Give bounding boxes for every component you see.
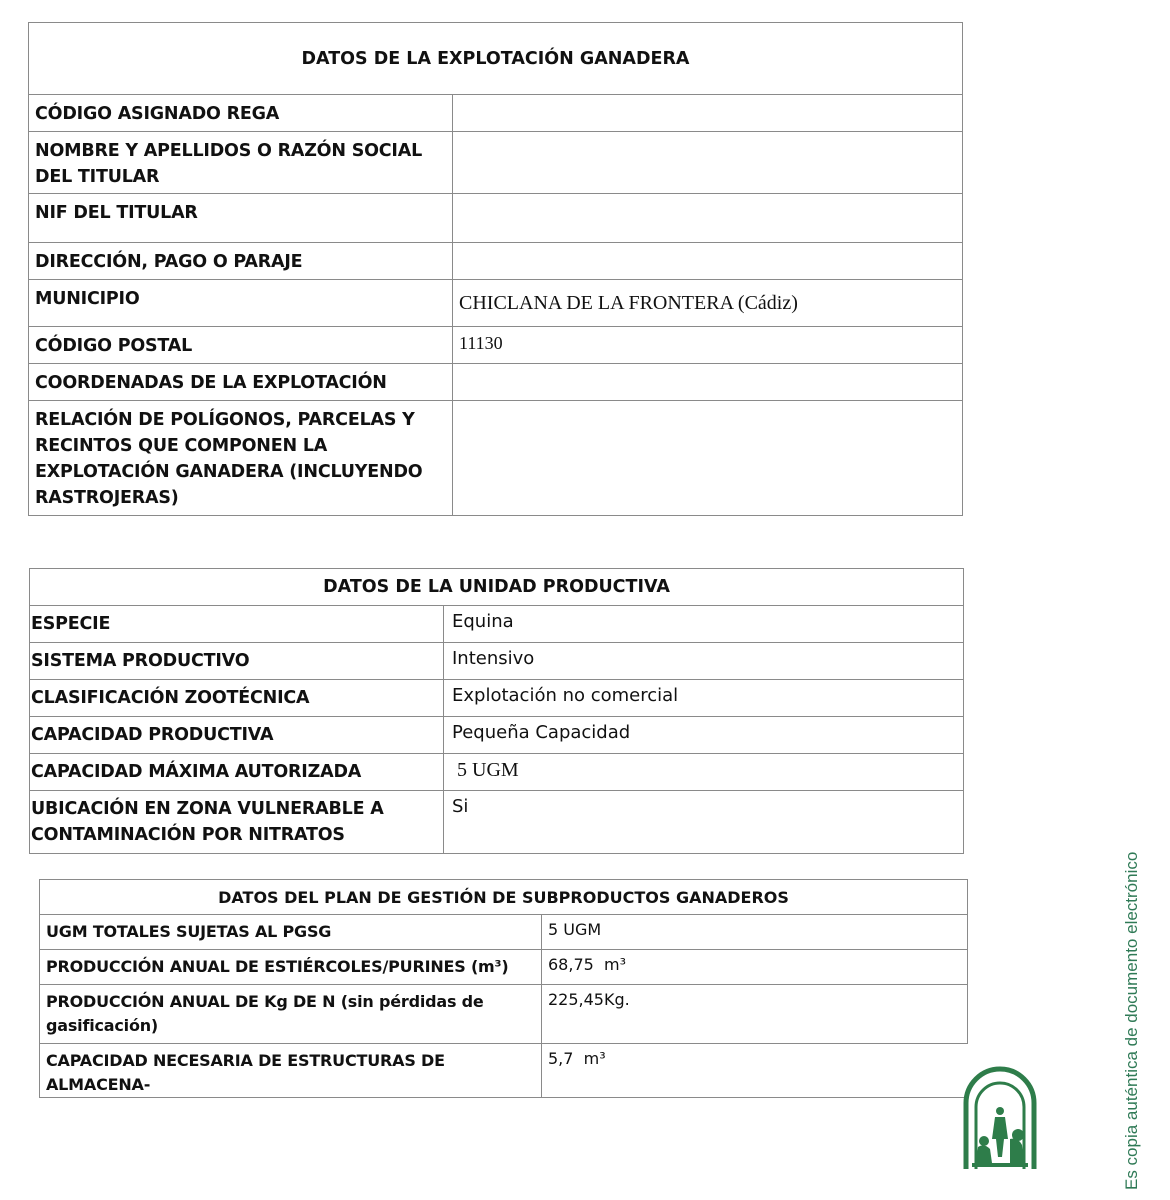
zona-vulnerable-value: Si bbox=[444, 791, 964, 854]
plan-title: DATOS DEL PLAN DE GESTIÓN DE SUBPRODUCTOS GANADEROS bbox=[40, 880, 968, 915]
titular-value bbox=[453, 132, 963, 194]
capacidad-label: CAPACIDAD PRODUCTIVA bbox=[30, 717, 444, 754]
titular-label: NOMBRE Y APELLIDOS O RAZÓN SOCIAL DEL TITULAR bbox=[29, 132, 453, 194]
plan-table bbox=[39, 879, 968, 1098]
rega-value bbox=[453, 95, 963, 132]
ugm-totales-value: 5 UGM bbox=[542, 915, 968, 950]
especie-label: ESPECIE bbox=[30, 606, 444, 643]
unidad-table bbox=[29, 568, 964, 854]
coordenadas-value bbox=[453, 364, 963, 401]
explotacion-title: DATOS DE LA EXPLOTACIÓN GANADERA bbox=[29, 23, 963, 95]
capacidad-maxima-label: CAPACIDAD MÁXIMA AUTORIZADA bbox=[30, 754, 444, 791]
poligonos-label: RELACIÓN DE POLÍGONOS, PARCELAS Y RECINTOS QUE COMPONEN LA EXPLOTACIÓN GANADERA (INCLUYENDO RASTROJERAS) bbox=[29, 401, 453, 516]
produccion-estiercoles-value: 68,75 m³ bbox=[542, 950, 968, 985]
zona-vulnerable-label: UBICACIÓN EN ZONA VULNERABLE A CONTAMINACIÓN POR NITRATOS bbox=[30, 791, 444, 854]
municipio-value: CHICLANA DE LA FRONTERA (Cádiz) bbox=[453, 280, 963, 327]
nif-label: NIF DEL TITULAR bbox=[29, 194, 453, 243]
codigo-postal-label: CÓDIGO POSTAL bbox=[29, 327, 453, 364]
unidad-title: DATOS DE LA UNIDAD PRODUCTIVA bbox=[30, 569, 964, 606]
junta-andalucia-seal-icon bbox=[962, 1063, 1038, 1171]
capacidad-maxima-value: 5 UGM bbox=[444, 754, 964, 791]
codigo-postal-value: 11130 bbox=[453, 327, 963, 364]
capacidad-value: Pequeña Capacidad bbox=[444, 717, 964, 754]
copia-autentica-text: Es copia auténtica de documento electrónico bbox=[1122, 851, 1141, 1190]
poligonos-value bbox=[453, 401, 963, 516]
produccion-n-label: PRODUCCIÓN ANUAL DE Kg DE N (sin pérdidas de gasificación) bbox=[40, 985, 542, 1044]
explotacion-table bbox=[28, 22, 963, 516]
clasificacion-label: CLASIFICACIÓN ZOOTÉCNICA bbox=[30, 680, 444, 717]
direccion-value bbox=[453, 243, 963, 280]
municipio-label: MUNICIPIO bbox=[29, 280, 453, 327]
ugm-totales-label: UGM TOTALES SUJETAS AL PGSG bbox=[40, 915, 542, 950]
especie-value: Equina bbox=[444, 606, 964, 643]
sistema-label: SISTEMA PRODUCTIVO bbox=[30, 643, 444, 680]
rega-label: CÓDIGO ASIGNADO REGA bbox=[29, 95, 453, 132]
coordenadas-label: COORDENADAS DE LA EXPLOTACIÓN bbox=[29, 364, 453, 401]
produccion-n-value: 225,45Kg. bbox=[542, 985, 968, 1044]
direccion-label: DIRECCIÓN, PAGO O PARAJE bbox=[29, 243, 453, 280]
capacidad-almacenamiento-value: 5,7 m³ bbox=[542, 1044, 968, 1098]
nif-value bbox=[453, 194, 963, 243]
clasificacion-value: Explotación no comercial bbox=[444, 680, 964, 717]
capacidad-almacenamiento-label: CAPACIDAD NECESARIA DE ESTRUCTURAS DE ALMACENA- bbox=[40, 1044, 542, 1098]
produccion-estiercoles-label: PRODUCCIÓN ANUAL DE ESTIÉRCOLES/PURINES (m³) bbox=[40, 950, 542, 985]
sistema-value: Intensivo bbox=[444, 643, 964, 680]
